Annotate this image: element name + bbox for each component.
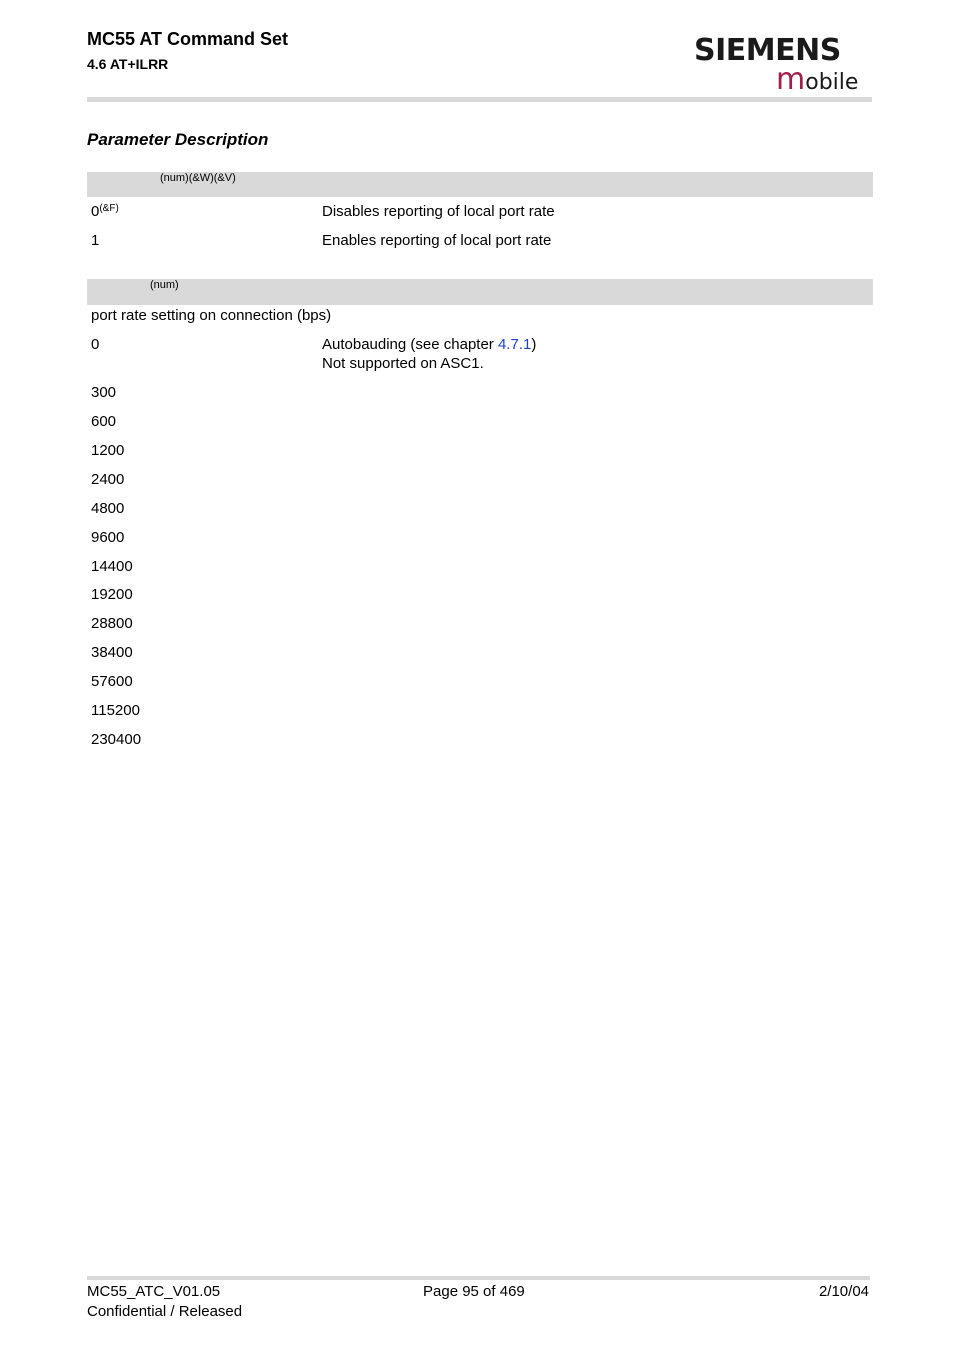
parameter-value: 115200	[91, 702, 140, 719]
parameter-value: 57600	[91, 673, 133, 690]
chapter-link[interactable]: 4.7.1	[497, 336, 532, 353]
parameter-value: 9600	[91, 529, 125, 546]
footer-date: 2/10/04	[818, 1283, 869, 1300]
parameter-value: 14400	[91, 558, 133, 575]
parameter-value: 1200	[91, 442, 125, 459]
parameter-value: 230400	[91, 731, 142, 748]
siemens-mobile-logo	[694, 34, 864, 96]
parameter-value: 2400	[91, 471, 125, 488]
parameter-value: 28800	[91, 615, 133, 632]
parameter-value: 19200	[91, 586, 133, 603]
parameter-header-bar	[87, 172, 873, 197]
logo-brand: SIEMENS	[694, 33, 841, 68]
header-divider	[87, 97, 872, 102]
parameter-description: Enables reporting of local port rate	[322, 232, 552, 249]
parameter-description: Autobauding (see chapter 4.7.1) Not supported on ASC1.	[322, 336, 537, 372]
logo-sub: mobile	[776, 62, 859, 97]
parameter-type-label: (num)(&W)(&V)	[160, 172, 236, 184]
parameter-value: 300	[91, 384, 117, 401]
parameter-value: 4800	[91, 500, 125, 517]
footer-status: Confidential / Released	[87, 1303, 243, 1320]
parameter-header-bar	[87, 279, 873, 305]
parameter-value: $0^{(\&F)}$	[91, 203, 119, 220]
parameter-description: Disables reporting of local port rate	[322, 203, 555, 220]
section-title: 4.6 AT+ILRR	[87, 56, 169, 72]
footer-page-number: Page 95 of 469	[423, 1283, 525, 1300]
section-heading: Parameter Description	[87, 130, 269, 149]
parameter-value: 38400	[91, 644, 133, 661]
document-title: MC55 AT Command Set	[87, 29, 289, 49]
footer-divider	[87, 1276, 870, 1280]
parameter-value: 1	[91, 232, 100, 249]
footer-doc-id: MC55_ATC_V01.05	[87, 1283, 221, 1300]
parameter-value: 600	[91, 413, 117, 430]
parameter-type-label: (num)	[150, 279, 179, 291]
parameter-value: 0	[91, 336, 100, 353]
